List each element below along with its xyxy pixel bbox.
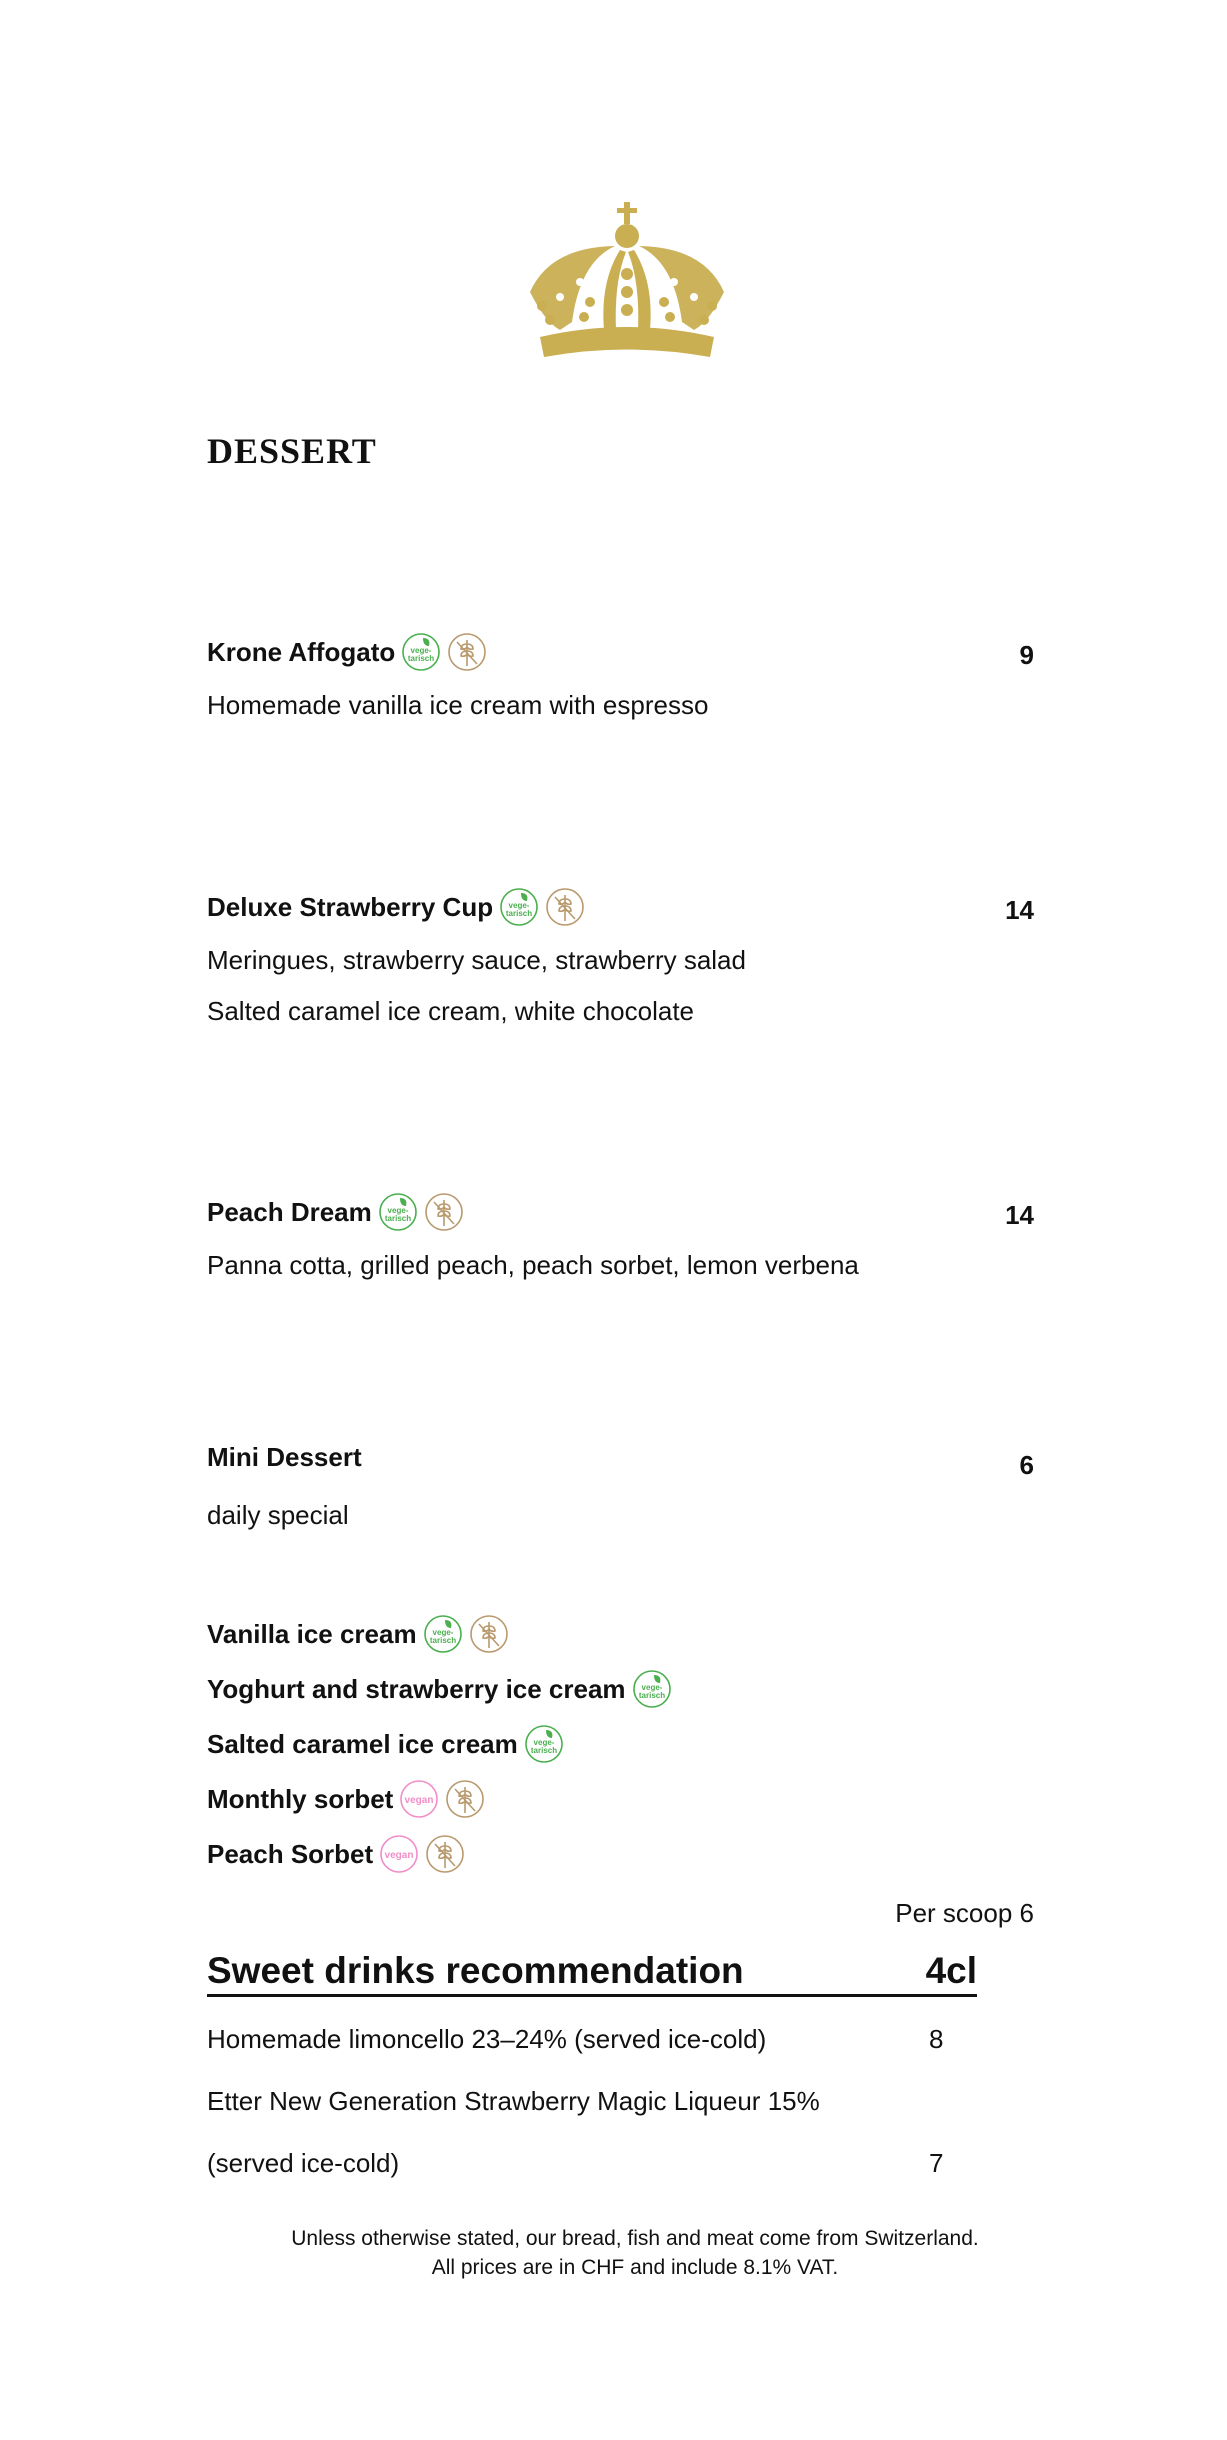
drink-price: 7 (929, 2148, 944, 2178)
drink-price: 8 (929, 2024, 944, 2054)
svg-text:tarisch: tarisch (384, 1214, 411, 1223)
svg-text:tarisch: tarisch (638, 1691, 665, 1700)
footer-line: Unless otherwise stated, our bread, fish and meat come from Switzerland. (291, 2227, 979, 2250)
ice-cream-label: Salted caramel ice cream (207, 1728, 518, 1759)
ice-cream-label: Peach Sorbet (207, 1838, 374, 1869)
svg-text:vegan: vegan (404, 1795, 434, 1806)
drink-row-line: Etter New Generation Strawberry Magic Liqueur 15% (207, 2086, 820, 2116)
menu-item-description: Homemade vanilla ice cream with espresso (207, 690, 709, 720)
menu-item-description: Panna cotta, grilled peach, peach sorbet, lemon verbena (207, 1250, 859, 1280)
svg-text:vege-: vege- (387, 1206, 409, 1215)
menu-item-price: 14 (1005, 1200, 1034, 1230)
svg-text:vege-: vege- (641, 1683, 663, 1692)
svg-text:vege-: vege- (410, 646, 432, 655)
ice-cream-item (207, 1724, 564, 1764)
svg-text:vege-: vege- (432, 1628, 454, 1637)
svg-text:tarisch: tarisch (408, 654, 435, 663)
menu-item-name (207, 632, 487, 672)
vegetarian-icon (401, 632, 441, 672)
vegan-icon (399, 1779, 439, 1819)
menu-item-label: Peach Dream (207, 1196, 372, 1227)
vegetarian-icon (632, 1669, 672, 1709)
menu-item-description: daily special (207, 1500, 349, 1530)
menu-item-price: 9 (1019, 640, 1034, 670)
gluten-free-icon (545, 887, 585, 927)
ice-cream-label: Vanilla ice cream (207, 1618, 417, 1649)
vegetarian-icon (499, 887, 539, 927)
menu-item-price: 14 (1005, 895, 1034, 925)
drink-row-line: Homemade limoncello 23–24% (served ice-cold) (207, 2024, 767, 2054)
menu-item-name (207, 1442, 362, 1473)
svg-text:vege-: vege- (508, 901, 530, 910)
menu-item-label: Mini Dessert (207, 1442, 362, 1472)
gluten-free-icon (425, 1834, 465, 1874)
svg-text:tarisch: tarisch (505, 909, 533, 918)
drinks-heading (207, 1950, 977, 1997)
gluten-free-icon (469, 1614, 509, 1654)
footer-note (0, 2224, 1227, 2282)
crown-logo (520, 202, 734, 362)
menu-item-name (207, 1192, 464, 1232)
menu-item-label: Deluxe Strawberry Cup (207, 891, 494, 922)
svg-text:vege-: vege- (533, 1738, 555, 1747)
ice-cream-item (207, 1779, 485, 1819)
ice-cream-item (207, 1669, 672, 1709)
drinks-heading-label: Sweet drinks recommendation (207, 1950, 744, 1991)
menu-item-name (207, 887, 585, 927)
ice-cream-price: Per scoop 6 (895, 1898, 1034, 1928)
page-title: DESSERT (207, 431, 377, 471)
drinks-unit-label: 4cl (925, 1950, 977, 1991)
svg-text:vegan: vegan (384, 1850, 414, 1861)
gluten-free-icon (447, 632, 487, 672)
menu-item-price: 6 (1019, 1450, 1034, 1480)
footer-line: All prices are in CHF and include 8.1% VAT. (431, 2256, 839, 2279)
menu-item-description: Meringues, strawberry sauce, strawberry salad (207, 945, 746, 975)
ice-cream-label: Yoghurt and strawberry ice cream (207, 1673, 626, 1704)
ice-cream-item (207, 1614, 509, 1654)
vegetarian-icon (378, 1192, 418, 1232)
svg-text:tarisch: tarisch (429, 1636, 456, 1645)
gluten-free-icon (424, 1192, 464, 1232)
gluten-free-icon (445, 1779, 485, 1819)
vegetarian-icon (423, 1614, 463, 1654)
svg-text:tarisch: tarisch (530, 1746, 557, 1755)
vegan-icon (379, 1834, 419, 1874)
drink-row-line: (served ice-cold) (207, 2148, 400, 2178)
ice-cream-label: Monthly sorbet (207, 1783, 394, 1814)
menu-item-description: Salted caramel ice cream, white chocolate (207, 996, 695, 1026)
vegetarian-icon (524, 1724, 564, 1764)
menu-item-label: Krone Affogato (207, 636, 396, 667)
ice-cream-item (207, 1834, 465, 1874)
